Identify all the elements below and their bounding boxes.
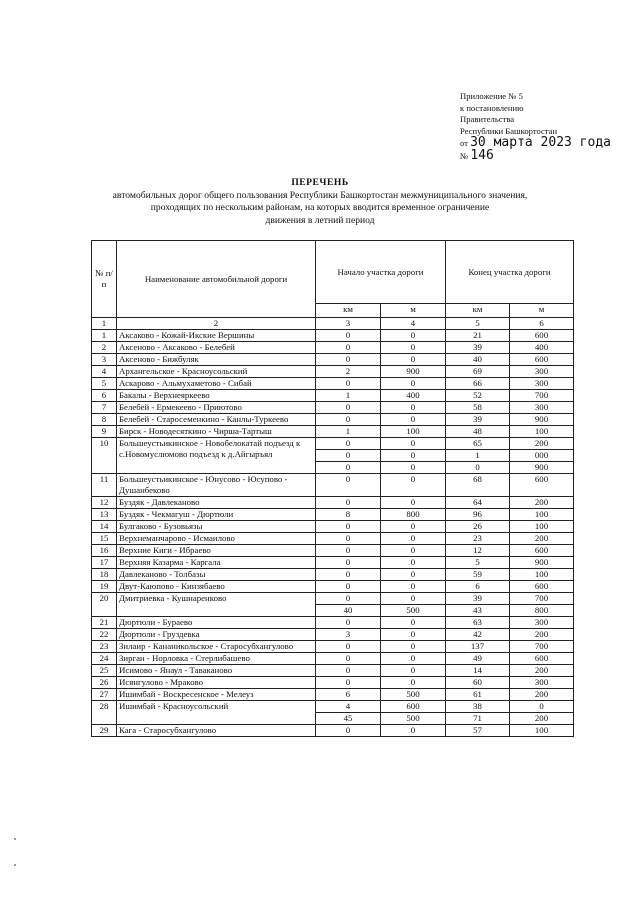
table-row bbox=[92, 474, 574, 497]
road-name: Булгаково - Бузовьязы bbox=[117, 521, 316, 533]
table-row bbox=[92, 569, 574, 581]
start-km: 6 bbox=[316, 689, 381, 701]
end-m: 700 bbox=[510, 593, 574, 605]
road-name: Аксаково - Кожай-Икские Вершины bbox=[117, 330, 316, 342]
row-number: 4 bbox=[92, 366, 117, 378]
start-m: 0 bbox=[381, 378, 446, 390]
start-km: 0 bbox=[316, 438, 381, 450]
start-km: 0 bbox=[316, 354, 381, 366]
end-km: 65 bbox=[446, 438, 510, 450]
start-km: 0 bbox=[316, 581, 381, 593]
end-m: 100 bbox=[510, 521, 574, 533]
start-m: 0 bbox=[381, 629, 446, 641]
appendix-number-value: 146 bbox=[470, 147, 494, 163]
road-name: Белебей - Ермекеево - Приютово bbox=[117, 402, 316, 414]
end-km: 68 bbox=[446, 474, 510, 497]
start-m: 0 bbox=[381, 545, 446, 557]
end-m: 300 bbox=[510, 402, 574, 414]
road-name: Верхнеманчарово - Исмаилово bbox=[117, 533, 316, 545]
header-name: Наименование автомобильной дороги bbox=[117, 241, 316, 318]
table-row bbox=[92, 426, 574, 438]
end-km: 59 bbox=[446, 569, 510, 581]
start-m: 0 bbox=[381, 521, 446, 533]
end-m: 300 bbox=[510, 617, 574, 629]
road-name: Бирск - Новодесяткино - Чирша-Тартыш bbox=[117, 426, 316, 438]
table-row bbox=[92, 593, 574, 605]
row-number: 16 bbox=[92, 545, 117, 557]
start-km: 0 bbox=[316, 617, 381, 629]
start-m: 0 bbox=[381, 617, 446, 629]
road-name: Большеустьикинское - Новобелокатай подъезд к с.Новомуслюмово подъезд к д.Айгыръял bbox=[117, 438, 316, 474]
start-m: 0 bbox=[381, 569, 446, 581]
title-line-1: ПЕРЕЧЕНЬ bbox=[291, 177, 349, 188]
start-m: 500 bbox=[381, 689, 446, 701]
row-number: 8 bbox=[92, 414, 117, 426]
start-m: 0 bbox=[381, 462, 446, 474]
row-number: 14 bbox=[92, 521, 117, 533]
row-number: 19 bbox=[92, 581, 117, 593]
start-m: 800 bbox=[381, 509, 446, 521]
end-m: 100 bbox=[510, 426, 574, 438]
start-km: 0 bbox=[316, 545, 381, 557]
start-m: 0 bbox=[381, 450, 446, 462]
end-m: 200 bbox=[510, 629, 574, 641]
row-number: 9 bbox=[92, 426, 117, 438]
start-m: 0 bbox=[381, 497, 446, 509]
end-km: 12 bbox=[446, 545, 510, 557]
end-m: 600 bbox=[510, 653, 574, 665]
header-index: 2 bbox=[117, 318, 316, 330]
table-row bbox=[92, 629, 574, 641]
appendix-line-2: к постановлению bbox=[460, 102, 524, 113]
end-km: 66 bbox=[446, 378, 510, 390]
start-km: 0 bbox=[316, 330, 381, 342]
end-km: 63 bbox=[446, 617, 510, 629]
row-number: 29 bbox=[92, 725, 117, 737]
header-index: 1 bbox=[92, 318, 117, 330]
start-km: 0 bbox=[316, 378, 381, 390]
road-name: Ишимбай - Воскресенское - Мелеуз bbox=[117, 689, 316, 701]
end-km: 52 bbox=[446, 390, 510, 402]
end-km: 57 bbox=[446, 725, 510, 737]
end-km: 69 bbox=[446, 366, 510, 378]
end-m: 200 bbox=[510, 497, 574, 509]
table-row bbox=[92, 402, 574, 414]
start-km: 0 bbox=[316, 497, 381, 509]
start-km: 0 bbox=[316, 557, 381, 569]
start-km: 0 bbox=[316, 521, 381, 533]
start-m: 100 bbox=[381, 426, 446, 438]
header-start-km: км bbox=[316, 304, 381, 318]
road-name: Давлеканово - Толбазы bbox=[117, 569, 316, 581]
road-name: Верхние Киги - Ибраево bbox=[117, 545, 316, 557]
end-m: 000 bbox=[510, 450, 574, 462]
road-name: Буздяк - Давлеканово bbox=[117, 497, 316, 509]
road-name: Дюртюли - Груздевка bbox=[117, 629, 316, 641]
start-m: 900 bbox=[381, 366, 446, 378]
header-start-m: м bbox=[381, 304, 446, 318]
end-m: 600 bbox=[510, 330, 574, 342]
scan-speck bbox=[14, 838, 16, 840]
appendix-line-3: Правительства bbox=[460, 114, 515, 125]
end-m: 200 bbox=[510, 438, 574, 450]
row-number: 7 bbox=[92, 402, 117, 414]
row-number: 27 bbox=[92, 689, 117, 701]
header-index: 4 bbox=[381, 318, 446, 330]
end-m: 100 bbox=[510, 509, 574, 521]
end-km: 42 bbox=[446, 629, 510, 641]
row-number: 21 bbox=[92, 617, 117, 629]
row-number: 2 bbox=[92, 342, 117, 354]
header-no: № п/п bbox=[92, 241, 117, 318]
appendix-number bbox=[460, 147, 611, 163]
end-km: 58 bbox=[446, 402, 510, 414]
appendix-line-1: Приложение № 5 bbox=[460, 91, 523, 101]
row-number: 10 bbox=[92, 438, 117, 474]
end-km: 6 bbox=[446, 581, 510, 593]
end-m: 300 bbox=[510, 366, 574, 378]
table-row bbox=[92, 665, 574, 677]
end-km: 23 bbox=[446, 533, 510, 545]
road-name: Зирган - Норловка - Стерлибашево bbox=[117, 653, 316, 665]
start-m: 0 bbox=[381, 665, 446, 677]
end-km: 21 bbox=[446, 330, 510, 342]
table-row bbox=[92, 701, 574, 713]
end-m: 0 bbox=[510, 701, 574, 713]
table-row bbox=[92, 617, 574, 629]
table-row bbox=[92, 330, 574, 342]
start-m: 0 bbox=[381, 474, 446, 497]
row-number: 5 bbox=[92, 378, 117, 390]
start-m: 0 bbox=[381, 330, 446, 342]
row-number: 20 bbox=[92, 593, 117, 617]
row-number: 23 bbox=[92, 641, 117, 653]
start-km: 4 bbox=[316, 701, 381, 713]
appendix-date-prefix: от bbox=[460, 138, 468, 149]
road-name: Большеустьикинское - Юнусово - Юсупово - Душанбеково bbox=[117, 474, 316, 497]
start-m: 0 bbox=[381, 581, 446, 593]
table-row bbox=[92, 378, 574, 390]
end-km: 5 bbox=[446, 557, 510, 569]
end-m: 100 bbox=[510, 569, 574, 581]
end-m: 600 bbox=[510, 354, 574, 366]
end-m: 100 bbox=[510, 725, 574, 737]
start-km: 1 bbox=[316, 390, 381, 402]
row-number: 3 bbox=[92, 354, 117, 366]
end-m: 200 bbox=[510, 533, 574, 545]
start-m: 0 bbox=[381, 593, 446, 605]
row-number: 13 bbox=[92, 509, 117, 521]
end-m: 900 bbox=[510, 557, 574, 569]
table-row bbox=[92, 653, 574, 665]
start-km: 0 bbox=[316, 533, 381, 545]
road-name: Исянгулово - Мраково bbox=[117, 677, 316, 689]
end-km: 40 bbox=[446, 354, 510, 366]
scan-speck bbox=[14, 864, 16, 866]
start-km: 0 bbox=[316, 342, 381, 354]
table-row bbox=[92, 725, 574, 737]
end-km: 61 bbox=[446, 689, 510, 701]
start-m: 0 bbox=[381, 342, 446, 354]
end-m: 300 bbox=[510, 677, 574, 689]
start-km: 0 bbox=[316, 725, 381, 737]
start-km: 0 bbox=[316, 665, 381, 677]
end-m: 200 bbox=[510, 689, 574, 701]
start-km: 0 bbox=[316, 450, 381, 462]
end-km: 0 bbox=[446, 462, 510, 474]
table-row bbox=[92, 366, 574, 378]
start-km: 0 bbox=[316, 569, 381, 581]
row-number: 18 bbox=[92, 569, 117, 581]
start-km: 45 bbox=[316, 713, 381, 725]
row-number: 12 bbox=[92, 497, 117, 509]
header-index: 5 bbox=[446, 318, 510, 330]
start-m: 0 bbox=[381, 414, 446, 426]
header-row bbox=[92, 241, 574, 304]
table-row bbox=[92, 641, 574, 653]
start-m: 0 bbox=[381, 402, 446, 414]
start-m: 0 bbox=[381, 725, 446, 737]
end-km: 71 bbox=[446, 713, 510, 725]
row-number: 24 bbox=[92, 653, 117, 665]
row-number: 28 bbox=[92, 701, 117, 725]
start-m: 0 bbox=[381, 677, 446, 689]
end-km: 49 bbox=[446, 653, 510, 665]
start-km: 0 bbox=[316, 462, 381, 474]
end-km: 43 bbox=[446, 605, 510, 617]
end-km: 14 bbox=[446, 665, 510, 677]
row-number: 22 bbox=[92, 629, 117, 641]
end-m: 200 bbox=[510, 665, 574, 677]
table-row bbox=[92, 390, 574, 402]
table-row bbox=[92, 533, 574, 545]
table-row bbox=[92, 509, 574, 521]
row-number: 15 bbox=[92, 533, 117, 545]
road-name: Зилаир - Кананикольское - Старосубхангулово bbox=[117, 641, 316, 653]
end-m: 700 bbox=[510, 390, 574, 402]
road-name: Архангельское - Красноусольский bbox=[117, 366, 316, 378]
start-km: 0 bbox=[316, 677, 381, 689]
end-m: 900 bbox=[510, 414, 574, 426]
start-km: 40 bbox=[316, 605, 381, 617]
appendix-line-4: Республики Башкортостан bbox=[460, 125, 558, 136]
end-km: 39 bbox=[446, 593, 510, 605]
title-line-2: автомобильных дорог общего пользования Республики Башкортостан межмуниципального значения, bbox=[112, 189, 528, 201]
roads-table bbox=[91, 240, 574, 737]
table-row bbox=[92, 581, 574, 593]
road-name: Двут-Каюпово - Кинзябаево bbox=[117, 581, 316, 593]
header-end-km: км bbox=[446, 304, 510, 318]
start-km: 0 bbox=[316, 593, 381, 605]
table-row bbox=[92, 677, 574, 689]
row-number: 25 bbox=[92, 665, 117, 677]
road-name: Белебей - Старосеменкино - Канлы-Туркеево bbox=[117, 414, 316, 426]
appendix-date-value: 30 марта 2023 года bbox=[470, 135, 611, 151]
header-end: Конец участка дороги bbox=[446, 241, 574, 304]
start-m: 0 bbox=[381, 557, 446, 569]
appendix-number-prefix: № bbox=[460, 150, 469, 161]
start-km: 2 bbox=[316, 366, 381, 378]
start-m: 0 bbox=[381, 438, 446, 450]
start-m: 600 bbox=[381, 701, 446, 713]
table-row bbox=[92, 557, 574, 569]
end-km: 137 bbox=[446, 641, 510, 653]
end-km: 1 bbox=[446, 450, 510, 462]
end-m: 300 bbox=[510, 378, 574, 390]
header-start: Начало участка дороги bbox=[316, 241, 446, 304]
road-name: Аксеново - Аксаково - Белебей bbox=[117, 342, 316, 354]
start-m: 0 bbox=[381, 641, 446, 653]
header-index: 6 bbox=[510, 318, 574, 330]
header-index-row bbox=[92, 318, 574, 330]
end-m: 600 bbox=[510, 545, 574, 557]
road-name: Буздяк - Чекмагуш - Дюртюли bbox=[117, 509, 316, 521]
end-m: 700 bbox=[510, 641, 574, 653]
start-km: 0 bbox=[316, 414, 381, 426]
row-number: 26 bbox=[92, 677, 117, 689]
table-row bbox=[92, 354, 574, 366]
start-m: 500 bbox=[381, 605, 446, 617]
start-m: 0 bbox=[381, 354, 446, 366]
row-number: 17 bbox=[92, 557, 117, 569]
start-km: 1 bbox=[316, 426, 381, 438]
header-index: 3 bbox=[316, 318, 381, 330]
road-name: Верхняя Казарма - Каргала bbox=[117, 557, 316, 569]
road-name: Аскарово - Альмухаметово - Сибай bbox=[117, 378, 316, 390]
row-number: 6 bbox=[92, 390, 117, 402]
end-km: 96 bbox=[446, 509, 510, 521]
start-km: 0 bbox=[316, 474, 381, 497]
start-km: 8 bbox=[316, 509, 381, 521]
end-m: 200 bbox=[510, 713, 574, 725]
end-m: 800 bbox=[510, 605, 574, 617]
end-km: 64 bbox=[446, 497, 510, 509]
road-name: Ишимбай - Красноусольский bbox=[117, 701, 316, 725]
end-km: 26 bbox=[446, 521, 510, 533]
table-row bbox=[92, 545, 574, 557]
row-number: 11 bbox=[92, 474, 117, 497]
road-name: Бакалы - Верхнеяркеево bbox=[117, 390, 316, 402]
start-km: 0 bbox=[316, 641, 381, 653]
table-row bbox=[92, 414, 574, 426]
table-row bbox=[92, 497, 574, 509]
table-row bbox=[92, 689, 574, 701]
road-name: Дюртюли - Бураево bbox=[117, 617, 316, 629]
end-m: 600 bbox=[510, 474, 574, 497]
end-km: 48 bbox=[446, 426, 510, 438]
start-km: 0 bbox=[316, 402, 381, 414]
appendix-block bbox=[460, 91, 611, 163]
road-name: Кага - Старосубхангулово bbox=[117, 725, 316, 737]
end-m: 900 bbox=[510, 462, 574, 474]
title-line-3: проходящих по нескольким районам, на которых вводится временное ограничение bbox=[150, 202, 490, 214]
end-km: 38 bbox=[446, 701, 510, 713]
end-km: 39 bbox=[446, 342, 510, 354]
road-name: Исимово - Янаул - Таваканово bbox=[117, 665, 316, 677]
road-name: Аксеново - Бижбуляк bbox=[117, 354, 316, 366]
table-row bbox=[92, 342, 574, 354]
end-m: 600 bbox=[510, 581, 574, 593]
table-row bbox=[92, 438, 574, 450]
road-name: Дмитриевка - Кушнаренково bbox=[117, 593, 316, 617]
start-km: 0 bbox=[316, 653, 381, 665]
document-title bbox=[0, 177, 640, 227]
end-km: 60 bbox=[446, 677, 510, 689]
start-m: 400 bbox=[381, 390, 446, 402]
header-end-m: м bbox=[510, 304, 574, 318]
end-m: 400 bbox=[510, 342, 574, 354]
table-row bbox=[92, 521, 574, 533]
start-m: 0 bbox=[381, 653, 446, 665]
start-km: 3 bbox=[316, 629, 381, 641]
row-number: 1 bbox=[92, 330, 117, 342]
end-km: 39 bbox=[446, 414, 510, 426]
start-m: 500 bbox=[381, 713, 446, 725]
title-line-4: движения в летний период bbox=[265, 214, 375, 226]
start-m: 0 bbox=[381, 533, 446, 545]
